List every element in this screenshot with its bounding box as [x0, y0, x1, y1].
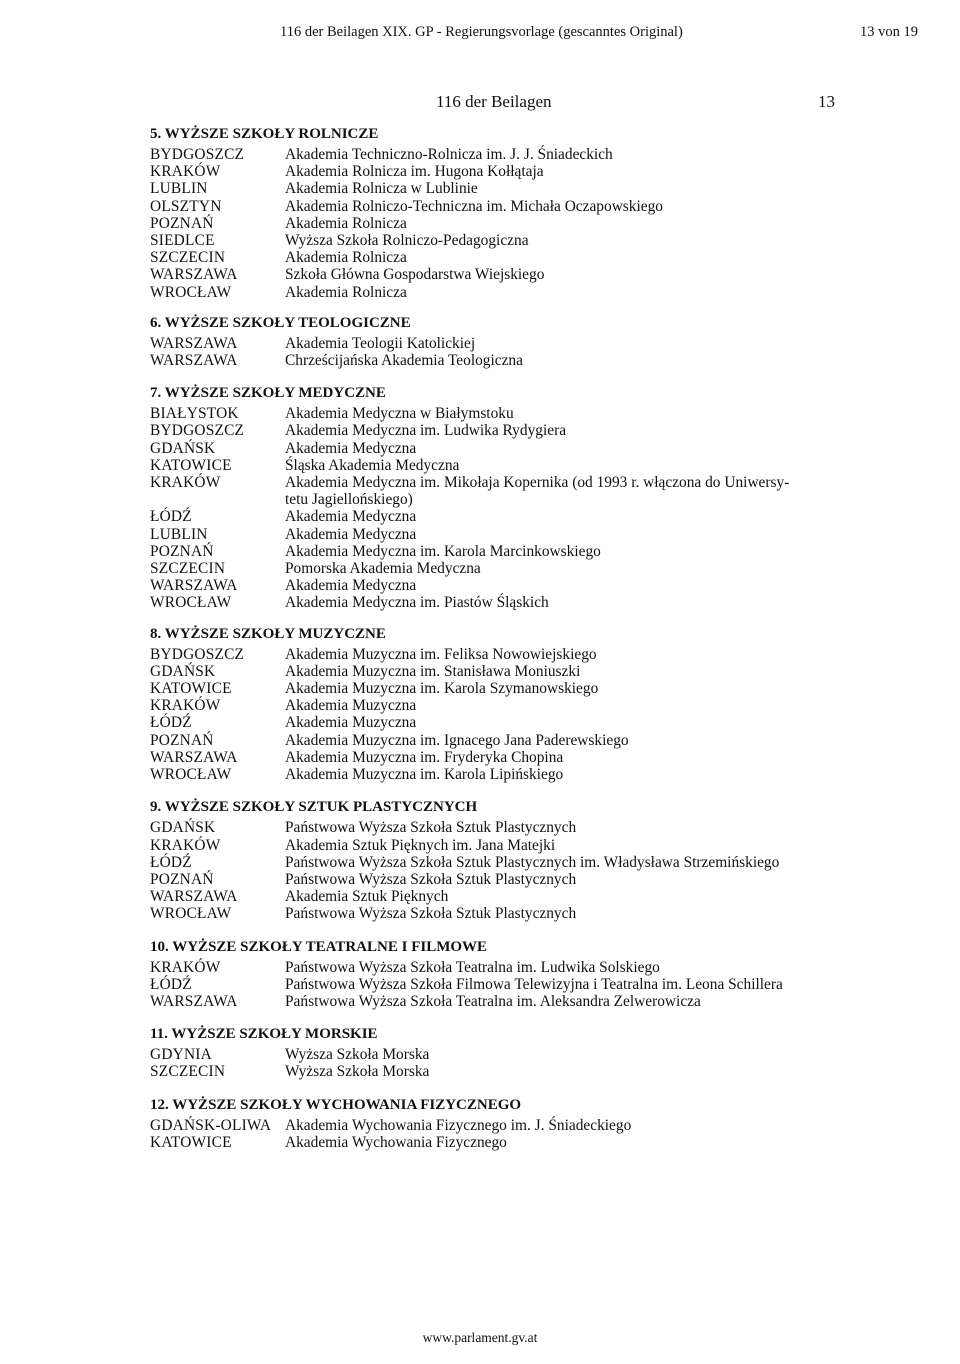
city-name: GDAŃSK	[150, 662, 216, 680]
page-running-head	[0, 92, 960, 116]
city-name: POZNAŃ	[150, 542, 214, 560]
institution-name: Akademia Medyczna im. Ludwika Rydygiera	[285, 422, 567, 440]
list-item	[150, 405, 850, 422]
list-item	[150, 1134, 850, 1151]
city-name: BYDGOSZCZ	[150, 146, 245, 163]
section	[150, 122, 850, 301]
list-item	[150, 266, 850, 283]
institution-name: Akademia Wychowania Fizycznego	[285, 1133, 507, 1151]
city-name: ŁÓDŹ	[150, 508, 192, 526]
section-title: 7. WYŻSZE SZKOŁY MEDYCZNE	[150, 385, 386, 402]
institution-name: Akademia Medyczna	[285, 439, 417, 457]
institution-name: Akademia Muzyczna im. Feliksa Nowowiejskiego	[285, 645, 597, 663]
section	[150, 311, 850, 369]
institution-name: Państwowa Wyższa Szkoła Sztuk Plastycznych im. Władysława Strzemińskiego	[285, 853, 780, 871]
list-item	[150, 232, 850, 249]
city-name: LUBLIN	[150, 180, 208, 198]
section	[150, 622, 850, 784]
list-item	[150, 697, 850, 714]
city-name: BIAŁYSTOK	[150, 405, 239, 423]
city-name: KRAKÓW	[150, 474, 221, 492]
list-item	[150, 491, 850, 508]
institution-name: Wyższa Szkoła Morska	[285, 1063, 430, 1081]
institution-name: Akademia Muzyczna im. Karola Lipińskiego	[285, 766, 564, 784]
city-name: KATOWICE	[150, 1133, 232, 1151]
city-name: WROCŁAW	[150, 283, 232, 301]
section-rows	[150, 405, 850, 611]
list-item	[150, 352, 850, 369]
list-item	[150, 819, 850, 836]
page-number: 13	[818, 92, 835, 111]
institution-name: Akademia Medyczna	[285, 525, 417, 543]
city-name: GDAŃSK	[150, 819, 216, 837]
institution-name: Akademia Rolnicza w Lublinie	[285, 180, 478, 198]
city-name: WARSZAWA	[150, 266, 238, 284]
list-item	[150, 163, 850, 180]
institution-name: tetu Jagiellońskiego)	[285, 491, 413, 509]
list-item	[150, 854, 850, 871]
city-name: WARSZAWA	[150, 334, 238, 352]
list-item	[150, 215, 850, 232]
institution-name: Akademia Medyczna im. Piastów Śląskich	[285, 594, 549, 612]
page-count: 13 von 19	[860, 24, 918, 40]
list-item	[150, 180, 850, 197]
institution-name: Szkoła Główna Gospodarstwa Wiejskiego	[285, 266, 545, 284]
institution-name: Akademia Muzyczna im. Karola Szymanowskiego	[285, 680, 599, 698]
document-title: 116 der Beilagen XIX. GP - Regierungsvorlage (gescanntes Original)	[280, 24, 683, 40]
list-item	[150, 646, 850, 663]
city-name: KRAKÓW	[150, 697, 221, 715]
city-name: KRAKÓW	[150, 163, 221, 181]
list-item	[150, 680, 850, 697]
list-item	[150, 871, 850, 888]
section-title: 6. WYŻSZE SZKOŁY TEOLOGICZNE	[150, 314, 411, 331]
city-name: POZNAŃ	[150, 870, 214, 888]
list-item	[150, 440, 850, 457]
institution-name: Akademia Rolnicza	[285, 214, 407, 232]
institution-name: Akademia Teologii Katolickiej	[285, 334, 476, 352]
institution-list	[150, 122, 850, 1151]
institution-name: Akademia Medyczna im. Karola Marcinkowskiego	[285, 542, 601, 560]
section-rows	[150, 646, 850, 784]
institution-name: Pomorska Akademia Medyczna	[285, 560, 481, 578]
institution-name: Akademia Medyczna	[285, 577, 417, 595]
institution-name: Akademia Rolnicza im. Hugona Kołłątaja	[285, 163, 544, 181]
institution-name: Państwowa Wyższa Szkoła Sztuk Plastycznych	[285, 870, 577, 888]
list-item	[150, 993, 850, 1010]
city-name: WARSZAWA	[150, 748, 238, 766]
list-item	[150, 766, 850, 783]
footer	[0, 1330, 960, 1346]
list-item	[150, 594, 850, 611]
city-name: SIEDLCE	[150, 232, 215, 250]
footer-url: www.parlament.gv.at	[422, 1330, 538, 1345]
city-name: WARSZAWA	[150, 352, 238, 370]
city-name: GDYNIA	[150, 1046, 212, 1064]
list-item	[150, 959, 850, 976]
city-name: KRAKÓW	[150, 958, 221, 976]
institution-name: Akademia Muzyczna	[285, 714, 417, 732]
running-head-label: 116 der Beilagen	[436, 92, 552, 111]
city-name: OLSZTYN	[150, 197, 222, 215]
list-item	[150, 1117, 850, 1134]
city-name	[150, 491, 285, 508]
institution-name: Państwowa Wyższa Szkoła Filmowa Telewizyjna i Teatralna im. Leona Schillera	[285, 975, 783, 993]
city-name: SZCZECIN	[150, 249, 226, 267]
list-item	[150, 1046, 850, 1063]
institution-name: Akademia Medyczna w Białymstoku	[285, 405, 514, 423]
institution-name: Akademia Techniczno-Rolnicza im. J. J. Śniadeckich	[285, 146, 613, 163]
list-item	[150, 905, 850, 922]
city-name: POZNAŃ	[150, 214, 214, 232]
city-name: LUBLIN	[150, 525, 208, 543]
city-name: KRAKÓW	[150, 836, 221, 854]
list-item	[150, 335, 850, 352]
list-item	[150, 457, 850, 474]
list-item	[150, 732, 850, 749]
institution-name: Śląska Akademia Medyczna	[285, 456, 460, 474]
institution-name: Akademia Rolnicza	[285, 249, 407, 267]
institution-name: Akademia Rolnicza	[285, 283, 407, 301]
city-name: WROCŁAW	[150, 766, 232, 784]
institution-name: Akademia Medyczna	[285, 508, 417, 526]
section-title: 5. WYŻSZE SZKOŁY ROLNICZE	[150, 126, 379, 142]
institution-name: Państwowa Wyższa Szkoła Sztuk Plastycznych	[285, 819, 577, 837]
list-item	[150, 1063, 850, 1080]
list-item	[150, 976, 850, 993]
list-item	[150, 146, 850, 163]
section-title: 9. WYŻSZE SZKOŁY SZTUK PLASTYCZNYCH	[150, 799, 478, 816]
section	[150, 1022, 850, 1080]
city-name: WROCŁAW	[150, 594, 232, 612]
institution-name: Akademia Wychowania Fizycznego im. J. Śniadeckiego	[285, 1116, 632, 1134]
institution-name: Akademia Muzyczna im. Ignacego Jana Paderewskiego	[285, 731, 629, 749]
list-item	[150, 284, 850, 301]
section-title: 10. WYŻSZE SZKOŁY TEATRALNE I FILMOWE	[150, 938, 488, 955]
section-title: 11. WYŻSZE SZKOŁY MORSKIE	[150, 1026, 378, 1043]
city-name: SZCZECIN	[150, 560, 226, 578]
list-item	[150, 714, 850, 731]
institution-name: Akademia Muzyczna	[285, 697, 417, 715]
city-name: WARSZAWA	[150, 888, 238, 906]
list-item	[150, 577, 850, 594]
city-name: KATOWICE	[150, 680, 232, 698]
institution-name: Wyższa Szkoła Morska	[285, 1046, 430, 1064]
city-name: ŁÓDŹ	[150, 975, 192, 993]
section-rows	[150, 959, 850, 1011]
list-item	[150, 749, 850, 766]
institution-name: Chrześcijańska Akademia Teologiczna	[285, 352, 523, 370]
institution-name: Akademia Sztuk Pięknych	[285, 888, 449, 906]
list-item	[150, 249, 850, 266]
list-item	[150, 663, 850, 680]
city-name: WROCŁAW	[150, 905, 232, 923]
section-rows	[150, 146, 850, 301]
institution-name: Akademia Medyczna im. Mikołaja Kopernika (od 1993 r. włączona do Uniwersy-	[285, 474, 790, 492]
institution-name: Wyższa Szkoła Rolniczo-Pedagogiczna	[285, 232, 529, 250]
city-name: WARSZAWA	[150, 992, 238, 1010]
city-name: WARSZAWA	[150, 577, 238, 595]
section	[150, 1093, 850, 1151]
section-rows	[150, 819, 850, 922]
section	[150, 381, 850, 611]
list-item	[150, 888, 850, 905]
city-name: SZCZECIN	[150, 1063, 226, 1081]
list-item	[150, 837, 850, 854]
list-item	[150, 508, 850, 525]
city-name: ŁÓDŹ	[150, 853, 192, 871]
section-rows	[150, 1046, 850, 1080]
section	[150, 795, 850, 922]
institution-name: Akademia Muzyczna im. Fryderyka Chopina	[285, 748, 564, 766]
list-item	[150, 474, 850, 491]
city-name: POZNAŃ	[150, 731, 214, 749]
list-item	[150, 198, 850, 215]
list-item	[150, 560, 850, 577]
list-item	[150, 543, 850, 560]
section-title: 8. WYŻSZE SZKOŁY MUZYCZNE	[150, 625, 386, 642]
city-name: ŁÓDŹ	[150, 714, 192, 732]
list-item	[150, 526, 850, 543]
section-rows	[150, 335, 850, 369]
institution-name: Państwowa Wyższa Szkoła Teatralna im. Aleksandra Zelwerowicza	[285, 992, 701, 1010]
section	[150, 935, 850, 1011]
city-name: GDAŃSK-OLIWA	[150, 1116, 272, 1134]
scan-header	[0, 24, 960, 46]
institution-name: Akademia Muzyczna im. Stanisława Moniuszki	[285, 662, 581, 680]
list-item	[150, 422, 850, 439]
city-name: BYDGOSZCZ	[150, 645, 245, 663]
city-name: GDAŃSK	[150, 439, 216, 457]
institution-name: Państwowa Wyższa Szkoła Teatralna im. Ludwika Solskiego	[285, 958, 660, 976]
city-name: KATOWICE	[150, 456, 232, 474]
section-title: 12. WYŻSZE SZKOŁY WYCHOWANIA FIZYCZNEGO	[150, 1096, 522, 1113]
section-rows	[150, 1117, 850, 1151]
institution-name: Akademia Sztuk Pięknych im. Jana Matejki	[285, 836, 556, 854]
institution-name: Akademia Rolniczo-Techniczna im. Michała Oczapowskiego	[285, 197, 663, 215]
city-name: BYDGOSZCZ	[150, 422, 245, 440]
institution-name: Państwowa Wyższa Szkoła Sztuk Plastycznych	[285, 905, 577, 923]
